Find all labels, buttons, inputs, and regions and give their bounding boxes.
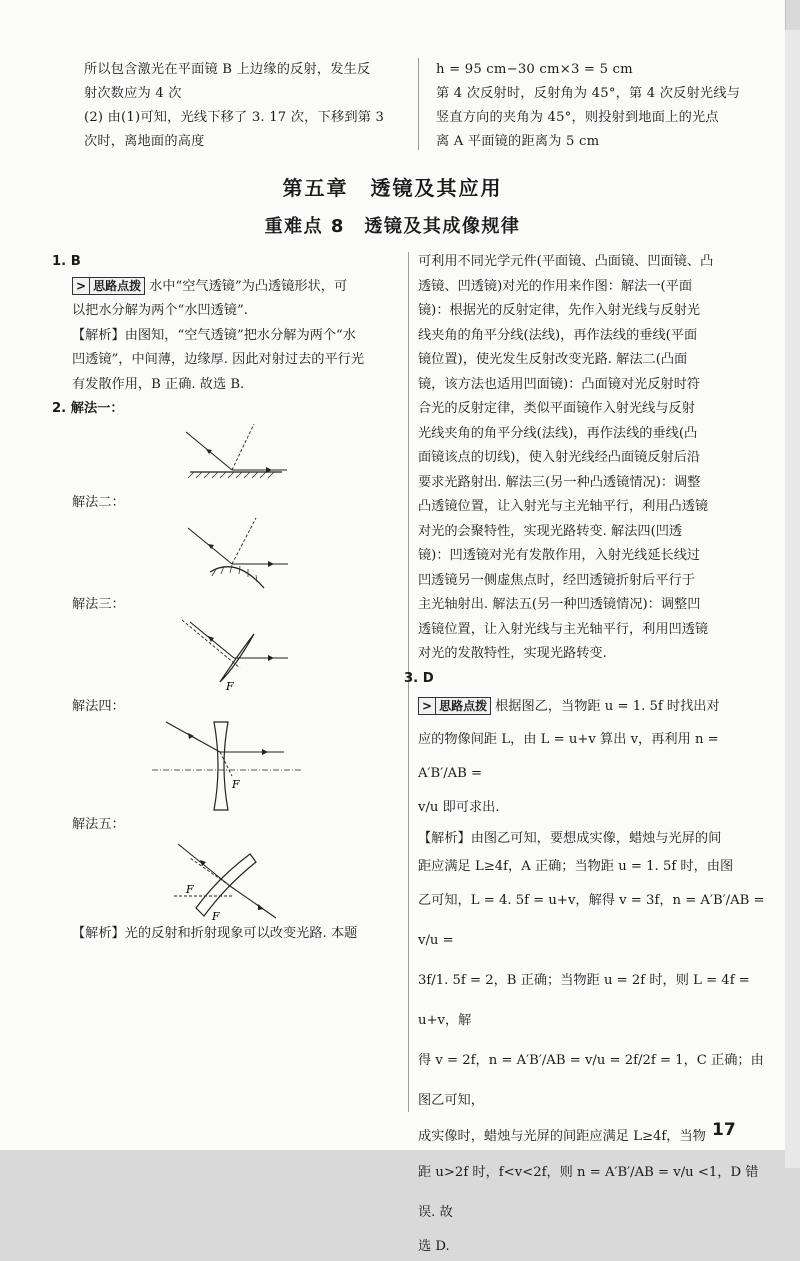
top-left-text [84,58,402,154]
text-line: 镜)：根据光的反射定律，先作入射光线与反射光 [418,303,701,318]
text-line: 镜，该方法也适用凹面镜)：凸面镜对光反射时符 [418,376,701,392]
text-line: 合光的反射定律，类似平面镜作入射光线与反射 [418,401,695,416]
text-line: 竖直方向的夹角为 45°，则投射到地面上的光点 [436,110,719,125]
q3-hint [418,691,770,723]
concave-lens-diagram-oblique [174,836,284,922]
text-line: 选 D. [418,1239,450,1254]
text-line: 应的物像间距 L，由 L = u+v 算出 v，再利用 n = A′B′/AB = [418,732,719,781]
text-line: 面镜该点的切线)，使入射光线经凸面镜反射后沿 [418,450,701,465]
text-line: 凹透镜另一侧虚焦点时，经凹透镜折射后平行于 [418,572,695,588]
text-line: 主光轴射出. 解法五(另一种凹透镜情况)：调整凹 [418,597,701,612]
text-line: 距应满足 L≥4f，A 正确；当物距 u = 1. 5f 时，由图 [418,859,734,874]
text-line: 有发散作用，B 正确. 故选 B. [72,376,245,392]
hint-tag-label: 思路点拨 [439,699,488,713]
method-2-label: 解法二： [72,494,125,510]
page-edge [785,30,800,1168]
method-5-label: 解法五： [72,816,125,832]
focus-label-f: F [226,679,234,693]
focus-label-f: F [232,777,240,791]
chevron-right-icon: > [76,278,90,294]
text-line: 第 4 次反射时，反射角为 45°，第 4 次反射光线与 [436,86,741,101]
text-line: 次时，离地面的高度 [84,134,205,149]
text-line: 离 A 平面镜的距离为 5 cm [436,134,600,149]
convex-lens-diagram-oblique [182,616,292,696]
chevron-right-icon: > [422,698,436,714]
text-line: 可利用不同光学元件(平面镜、凸面镜、凹面镜、凸 [418,254,714,269]
page-number: 17 [712,1120,736,1140]
question-1-answer: 1. B [52,254,81,269]
text-line: 成实像时，蜡烛与光屏的间距应满足 L≥4f，当物 [418,1129,706,1144]
convex-mirror-diagram [182,514,292,594]
section-title: 重难点 8 透镜及其成像规律 [264,216,521,237]
top-right-text [436,58,772,154]
text-line: 以把水分解为两个“水凹透镜”. [72,303,248,318]
left-column [52,250,397,946]
question-2-label: 2. 解法一： [52,401,124,416]
chapter-title: 第五章 透镜及其应用 [282,176,503,200]
text-line: 乙可知，L = 4. 5f = u+v，解得 v = 3f，n = A′B′/AB = v/u = [418,893,765,948]
text-line: 光线夹角的角平分线(法线)，再作法线的垂线(凸 [418,425,698,441]
text-line: 透镜位置，让入射光线与主光轴平行，利用凹透镜 [418,621,709,637]
text-line: (2) 由(1)可知，光线下移了 3. 17 次，下移到第 3 [84,110,385,125]
text-line: 对光的会聚特性，实现光路转变. 解法四(凹透 [418,523,683,539]
text-line: 凹透镜”，中间薄，边缘厚. 因此对射过去的平行光 [72,352,365,367]
text-line: 线夹角的角平分线(法线)，再作法线的垂线(平面 [418,327,698,343]
column-divider-top [418,58,419,150]
text-line: 透镜、凹透镜)对光的作用来作图：解法一(平面 [418,278,693,294]
text-line: v/u 即可求出. [418,800,500,815]
method-3-label: 解法三： [72,596,125,612]
text-line: 对光的发散特性，实现光路转变. [418,646,607,661]
text-line: 凸透镜位置，让入射光与主光轴平行，利用凸透镜 [418,499,709,514]
hint-tag [72,277,145,295]
text-line: 所以包含激光在平面镜 B 上边缘的反射，发生反 [84,62,371,77]
concave-lens-diagram [152,718,302,814]
text-line: 镜)：凹透镜对光有发散作用，入射光线延长线过 [418,548,701,563]
text-line: 镜位置)，使光发生反射改变光路. 解法二(凸面 [418,352,688,367]
text-line: h = 95 cm−30 cm×3 = 5 cm [436,62,633,77]
text-line: 得 v = 2f，n = A′B′/AB = v/u = 2f/2f = 1，C 正确；由图乙可知， [418,1053,764,1108]
plane-mirror-diagram [182,422,292,492]
text-line: 距 u>2f 时，f<v<2f，则 n = A′B′/AB = v/u <1，D 错误. 故 [418,1165,759,1220]
focus-label-f: F [186,882,194,896]
right-column [404,250,770,1261]
method-4-label: 解法四： [72,698,125,714]
q1-hint [52,275,397,300]
focus-label-f: F [212,909,220,922]
text-line: 射次数应为 4 次 [84,86,182,101]
text-line: 根据图乙，当物距 u = 1. 5f 时找出对 [495,699,720,714]
text-line: 3f/1. 5f = 2，B 正确；当物距 u = 2f 时，则 L = 4f = u+v，解 [418,973,750,1028]
text-line: 【解析】由图知，“空气透镜”把水分解为两个“水 [72,327,356,343]
text-line: 要求光路射出. 解法三(另一种凸透镜情况)：调整 [418,474,701,490]
hint-tag [418,697,491,715]
text-line: 【解析】光的反射和折射现象可以改变光路. 本题 [72,925,358,941]
text-line: 【解析】由图乙可知，要想成实像，蜡烛与光屏的间 [418,831,722,846]
hint-tag-label: 思路点拨 [93,278,142,293]
question-3-answer: 3. D [404,670,434,686]
text-line: 水中“空气透镜”为凸透镜形状，可 [149,278,348,294]
